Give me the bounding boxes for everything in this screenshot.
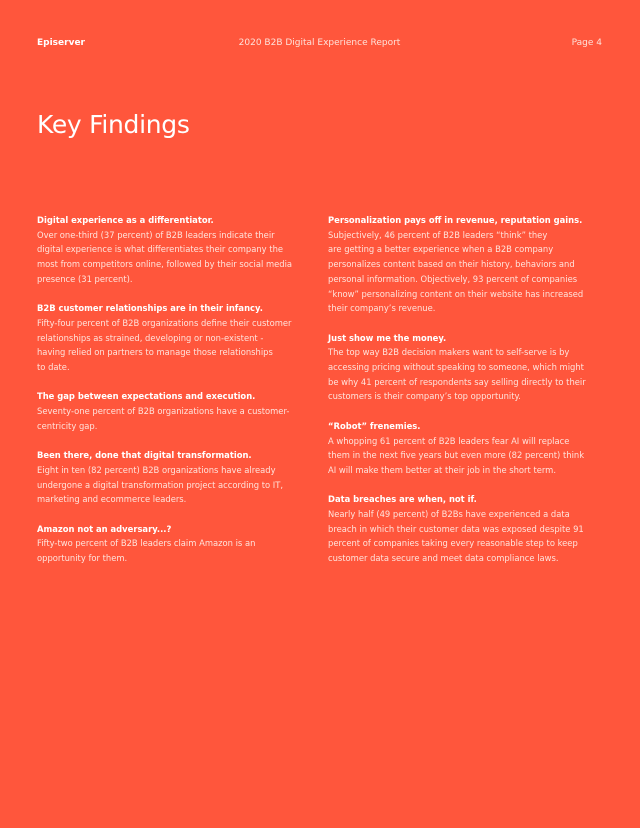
finding-heading xyxy=(328,419,608,434)
finding-text-line: percent of companies taking every reasonable step to keep xyxy=(328,538,578,549)
finding-text-line: breach in which their customer data was exposed despite 91 xyxy=(328,523,584,534)
finding-heading-line: B2B customer relationships are in their infancy. xyxy=(37,303,263,314)
finding-text-line: Fifty-four percent of B2B organizations define their customer xyxy=(37,317,292,328)
finding-text-line: presence (31 percent). xyxy=(37,273,133,284)
findings-left-column xyxy=(37,213,317,581)
finding-text xyxy=(328,434,608,478)
finding-heading xyxy=(328,213,608,228)
page-number: Page 4 xyxy=(571,38,602,48)
finding-text-line: relationships as strained, developing or non-existent - xyxy=(37,332,264,343)
finding-text-line: digital experience is what differentiates their company the xyxy=(37,244,284,255)
finding-heading-line: Amazon not an adversary...? xyxy=(37,523,172,534)
finding-block xyxy=(37,213,317,287)
finding-text xyxy=(37,228,317,287)
finding-block xyxy=(328,492,608,566)
finding-text-line: are getting a better experience when a B2B company xyxy=(328,244,554,255)
finding-heading-line: Data breaches are when, not if. xyxy=(328,494,477,505)
finding-block xyxy=(37,448,317,507)
finding-text xyxy=(37,316,317,375)
finding-text-line: Seventy-one percent of B2B organizations have a customer- xyxy=(37,406,290,417)
finding-text-line: “know” personalizing content on their website has increased xyxy=(328,288,584,299)
finding-heading-line: Just show me the money. xyxy=(328,332,447,343)
finding-text xyxy=(37,404,317,433)
report-title: 2020 B2B Digital Experience Report xyxy=(238,38,401,48)
finding-block xyxy=(37,389,317,433)
finding-text xyxy=(328,228,608,316)
page-title: Key Findings xyxy=(37,110,190,139)
page-header xyxy=(37,37,602,49)
finding-text-line: them in the next five years but even more (82 percent) think xyxy=(328,450,585,461)
finding-text-line: Over one-third (37 percent) of B2B leaders indicate their xyxy=(37,229,275,240)
finding-heading xyxy=(37,213,317,228)
finding-text-line: marketing and ecommerce leaders. xyxy=(37,494,187,505)
finding-heading-line: The gap between expectations and execution. xyxy=(37,391,256,402)
finding-heading-line: “Robot” frenemies. xyxy=(328,420,421,431)
finding-text-line: personal information. Objectively, 93 percent of companies xyxy=(328,273,578,284)
finding-text-line: personalizes content based on their history, behaviors and xyxy=(328,259,575,270)
finding-text-line: Eight in ten (82 percent) B2B organizations have already xyxy=(37,464,276,475)
finding-text-line: their company’s revenue. xyxy=(328,303,436,314)
finding-text xyxy=(328,345,608,404)
finding-heading-line: Personalization pays off in revenue, reputation gains. xyxy=(328,215,583,225)
finding-heading xyxy=(37,448,317,463)
finding-text-line: undergone a digital transformation project according to IT, xyxy=(37,479,284,490)
finding-heading xyxy=(328,492,608,507)
finding-text-line: Subjectively, 46 percent of B2B leaders “think” they xyxy=(328,229,548,240)
finding-heading xyxy=(328,331,608,346)
finding-text-line: to date. xyxy=(37,362,70,373)
brand-name: Episerver xyxy=(37,38,85,48)
finding-block xyxy=(328,213,608,316)
findings-right-column xyxy=(328,213,608,581)
finding-heading-line: Been there, done that digital transformation. xyxy=(37,450,252,461)
finding-block xyxy=(37,301,317,375)
finding-text-line: accessing pricing without speaking to someone, which might xyxy=(328,362,584,373)
finding-text xyxy=(328,507,608,566)
finding-text-line: Fifty-two percent of B2B leaders claim Amazon is an xyxy=(37,538,256,549)
finding-heading-line: Digital experience as a differentiator. xyxy=(37,215,214,225)
finding-text xyxy=(37,463,317,507)
finding-text-line: opportunity for them. xyxy=(37,553,128,564)
finding-block xyxy=(328,419,608,478)
finding-block xyxy=(37,522,317,566)
finding-text-line: centricity gap. xyxy=(37,420,98,431)
finding-text xyxy=(37,536,317,565)
finding-heading xyxy=(37,522,317,537)
finding-text-line: A whopping 61 percent of B2B leaders fear AI will replace xyxy=(328,435,570,446)
finding-text-line: most from competitors online, followed by their social media xyxy=(37,259,293,270)
finding-heading xyxy=(37,389,317,404)
finding-text-line: Nearly half (49 percent) of B2Bs have experienced a data xyxy=(328,509,570,520)
finding-block xyxy=(328,331,608,405)
finding-text-line: customer data secure and meet data compliance laws. xyxy=(328,553,559,564)
finding-heading xyxy=(37,301,317,316)
finding-text-line: having relied on partners to manage those relationships xyxy=(37,347,273,358)
finding-text-line: AI will make them better at their job in the short term. xyxy=(328,464,556,475)
finding-text-line: customers is their company’s top opportunity. xyxy=(328,391,521,402)
finding-text-line: be why 41 percent of respondents say selling directly to their xyxy=(328,376,586,387)
finding-text-line: The top way B2B decision makers want to self-serve is by xyxy=(328,347,570,358)
